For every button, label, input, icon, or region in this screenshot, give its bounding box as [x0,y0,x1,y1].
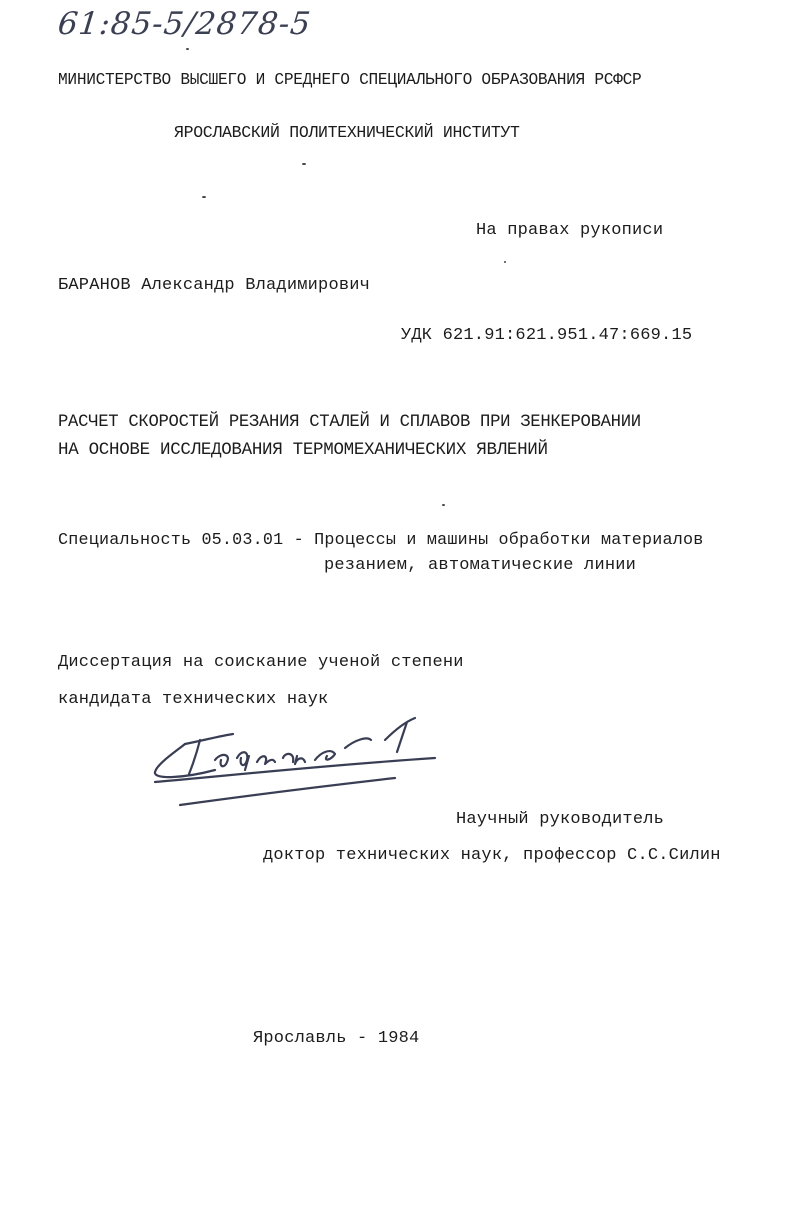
author-signature [145,700,445,820]
scan-speck [442,504,445,506]
specialty-line-1: Специальность 05.03.01 - Процессы и машины обработки материалов [58,531,704,550]
scan-speck [302,163,306,165]
udc-code: УДК 621.91:621.951.47:669.15 [401,326,693,345]
degree-line-2: кандидата технических наук [58,690,329,709]
supervisor-role: Научный руководитель [456,810,665,829]
ministry-heading: МИНИСТЕРСТВО ВЫСШЕГО И СРЕДНЕГО СПЕЦИАЛЬНОГО ОБРАЗОВАНИЯ РСФСР [58,70,642,89]
degree-line-1: Диссертация на соискание ученой степени [58,653,464,672]
title-line-2: НА ОСНОВЕ ИССЛЕДОВАНИЯ ТЕРМОМЕХАНИЧЕСКИХ ЯВЛЕНИЙ [58,440,548,460]
manuscript-rights: На правах рукописи [476,221,664,240]
institute-heading: ЯРОСЛАВСКИЙ ПОЛИТЕХНИЧЕСКИЙ ИНСТИТУТ [174,123,520,142]
scan-speck [202,196,206,198]
archive-number: 61:85-5/2878-5 [56,6,313,42]
author-name: БАРАНОВ Александр Владимирович [58,276,371,295]
scan-speck [186,48,189,50]
title-line-1: РАСЧЕТ СКОРОСТЕЙ РЕЗАНИЯ СТАЛЕЙ И СПЛАВОВ ПРИ ЗЕНКЕРОВАНИИ [58,412,641,432]
specialty-line-2: резанием, автоматические линии [324,556,637,575]
supervisor-name: доктор технических наук, профессор С.С.Силин [263,846,721,865]
place-year: Ярославль - 1984 [253,1029,420,1048]
scan-speck [504,261,506,263]
